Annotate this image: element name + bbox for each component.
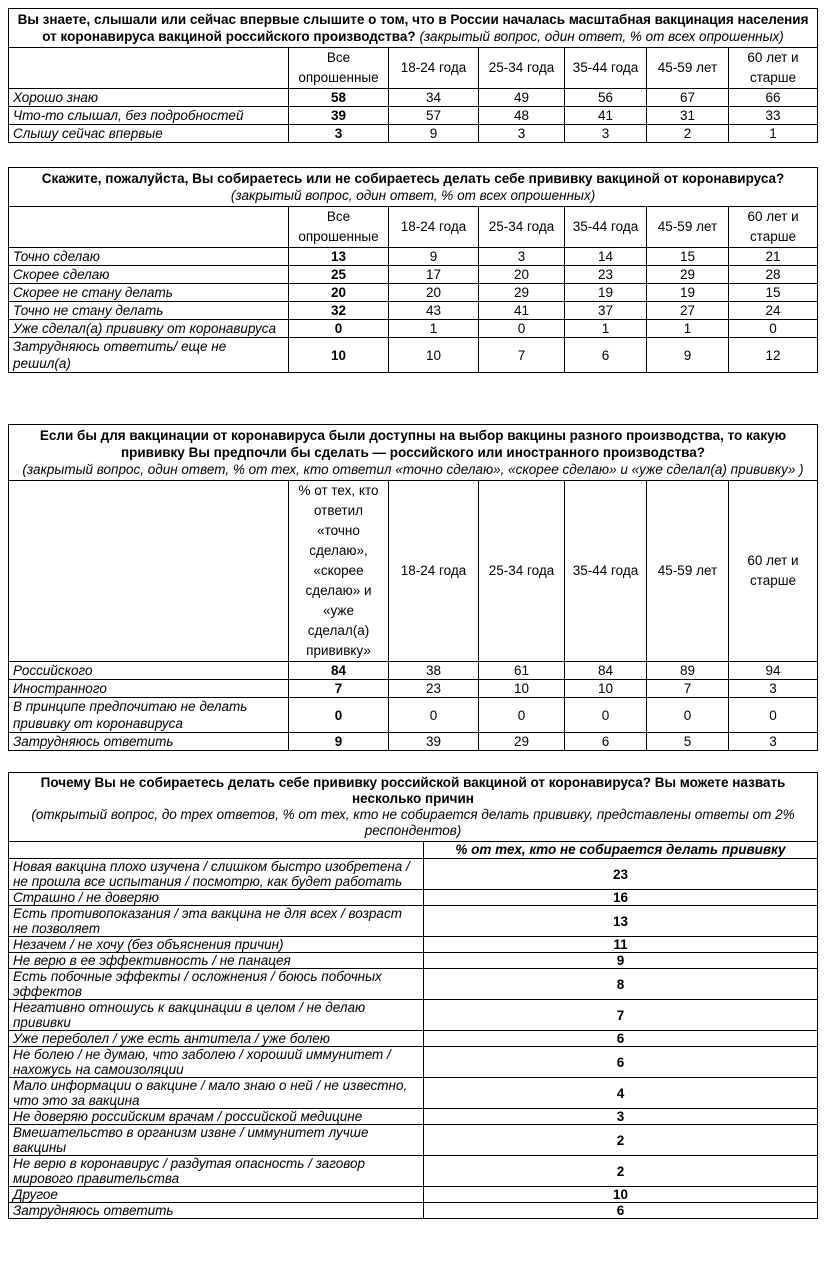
question-header xyxy=(9,168,818,207)
value-cell: 11 xyxy=(424,937,818,953)
table-row xyxy=(9,248,818,266)
row-label: Иностранного xyxy=(9,680,289,698)
column-header-age: 45-59 лет xyxy=(647,48,729,89)
row-label: Мало информации о вакцине / мало знаю о ней / не известно, что это за вакцина xyxy=(9,1078,424,1109)
table-vaccine-origin-preference xyxy=(8,424,818,751)
value-cell: 8 xyxy=(424,969,818,1000)
row-label: Не верю в коронавирус / раздутая опасность / заговор мирового правительства xyxy=(9,1156,424,1187)
value-cell: 0 xyxy=(565,698,647,733)
table-row xyxy=(9,1047,818,1078)
value-cell: 31 xyxy=(647,107,729,125)
row-label: Есть побочные эффекты / осложнения / боюсь побочных эффектов xyxy=(9,969,424,1000)
row-label: Точно сделаю xyxy=(9,248,289,266)
total-cell: 3 xyxy=(289,125,389,143)
table-row xyxy=(9,125,818,143)
column-header-age: 18-24 года xyxy=(389,481,479,662)
total-cell: 7 xyxy=(289,680,389,698)
value-cell: 89 xyxy=(647,662,729,680)
row-label: Точно не стану делать xyxy=(9,302,289,320)
value-cell: 34 xyxy=(389,89,479,107)
value-cell: 21 xyxy=(729,248,818,266)
value-cell: 15 xyxy=(647,248,729,266)
value-cell: 0 xyxy=(479,698,565,733)
value-cell: 1 xyxy=(729,125,818,143)
value-cell: 4 xyxy=(424,1078,818,1109)
total-cell: 58 xyxy=(289,89,389,107)
value-cell: 3 xyxy=(424,1109,818,1125)
value-cell: 28 xyxy=(729,266,818,284)
value-cell: 41 xyxy=(565,107,647,125)
row-label: Вмешательство в организм извне / иммунитет лучше вакцины xyxy=(9,1125,424,1156)
value-cell: 29 xyxy=(479,733,565,751)
value-cell: 43 xyxy=(389,302,479,320)
value-cell: 17 xyxy=(389,266,479,284)
value-cell: 19 xyxy=(565,284,647,302)
total-cell: 25 xyxy=(289,266,389,284)
question-text: Если бы для вакцинации от коронавируса были доступны на выбор вакцины разного производства, то какую прививку Вы предпочли бы сделать — российского или иностранного производства? xyxy=(39,428,787,460)
column-header-age: 18-24 года xyxy=(389,207,479,248)
column-header-age: 35-44 года xyxy=(565,207,647,248)
value-cell: 9 xyxy=(389,248,479,266)
table-row xyxy=(9,1125,818,1156)
value-cell: 37 xyxy=(565,302,647,320)
column-header-total: Все опрошенные xyxy=(289,207,389,248)
table-row xyxy=(9,662,818,680)
value-cell: 23 xyxy=(424,859,818,890)
column-header-age: 25-34 года xyxy=(479,481,565,662)
table-row xyxy=(9,953,818,969)
column-header-age: 25-34 года xyxy=(479,48,565,89)
table-row xyxy=(9,1156,818,1187)
table-row xyxy=(9,733,818,751)
table-row xyxy=(9,1031,818,1047)
empty-header-cell xyxy=(9,207,289,248)
value-cell: 56 xyxy=(565,89,647,107)
empty-header-cell xyxy=(9,842,424,859)
value-cell: 7 xyxy=(647,680,729,698)
value-cell: 66 xyxy=(729,89,818,107)
column-header-total: % от тех, кто ответил «точно сделаю», «скорее сделаю» и «уже сделал(а) прививку» xyxy=(289,481,389,662)
value-cell: 6 xyxy=(565,733,647,751)
total-cell: 0 xyxy=(289,698,389,733)
row-label: Хорошо знаю xyxy=(9,89,289,107)
value-cell: 57 xyxy=(389,107,479,125)
value-cell: 24 xyxy=(729,302,818,320)
value-cell: 9 xyxy=(424,953,818,969)
column-header-age: 60 лет и старше xyxy=(729,207,818,248)
value-cell: 1 xyxy=(565,320,647,338)
value-cell: 10 xyxy=(565,680,647,698)
value-cell: 7 xyxy=(479,338,565,373)
column-header-age: 35-44 года xyxy=(565,481,647,662)
value-cell: 19 xyxy=(647,284,729,302)
column-header-age: 18-24 года xyxy=(389,48,479,89)
question-note: (закрытый вопрос, один ответ, % от тех, кто ответил «точно сделаю», «скорее сделаю» и «уже сделал(а) прививку» ) xyxy=(22,462,804,477)
column-header-age: 45-59 лет xyxy=(647,481,729,662)
column-header-age: 25-34 года xyxy=(479,207,565,248)
column-header-total: Все опрошенные xyxy=(289,48,389,89)
value-cell: 0 xyxy=(729,698,818,733)
value-cell: 84 xyxy=(565,662,647,680)
row-label: Скорее сделаю xyxy=(9,266,289,284)
table-row xyxy=(9,284,818,302)
table-row xyxy=(9,1203,818,1219)
total-cell: 39 xyxy=(289,107,389,125)
value-cell: 2 xyxy=(424,1125,818,1156)
value-cell: 67 xyxy=(647,89,729,107)
table-row xyxy=(9,969,818,1000)
value-cell: 9 xyxy=(389,125,479,143)
question-text: Вы знаете, слышали или сейчас впервые слышите о том, что в России началась масштабная вакцинация населения от коронавируса вакциной российского производства? xyxy=(17,12,809,44)
table-row xyxy=(9,107,818,125)
row-label: Скорее не стану делать xyxy=(9,284,289,302)
row-label: Затрудняюсь ответить xyxy=(9,1203,424,1219)
value-cell: 12 xyxy=(729,338,818,373)
value-cell: 49 xyxy=(479,89,565,107)
value-cell: 3 xyxy=(565,125,647,143)
value-cell: 15 xyxy=(729,284,818,302)
table-awareness xyxy=(8,8,818,143)
row-label: Не доверяю российским врачам / российской медицине xyxy=(9,1109,424,1125)
value-cell: 6 xyxy=(424,1203,818,1219)
value-cell: 0 xyxy=(729,320,818,338)
value-cell: 33 xyxy=(729,107,818,125)
row-label: Затрудняюсь ответить/ еще не решил(а) xyxy=(9,338,289,373)
row-label: Не верю в ее эффективность / не панацея xyxy=(9,953,424,969)
value-cell: 6 xyxy=(424,1031,818,1047)
value-cell: 23 xyxy=(565,266,647,284)
empty-header-cell xyxy=(9,48,289,89)
row-label: Новая вакцина плохо изучена / слишком быстро изобретена / не прошла все испытания / посмотрю, как будет работать xyxy=(9,859,424,890)
table-row xyxy=(9,1187,818,1203)
value-cell: 20 xyxy=(479,266,565,284)
table-row xyxy=(9,1000,818,1031)
question-note: (закрытый вопрос, один ответ, % от всех опрошенных) xyxy=(419,29,784,44)
row-label: Негативно отношусь к вакцинации в целом / не делаю прививки xyxy=(9,1000,424,1031)
table-row xyxy=(9,698,818,733)
value-cell: 7 xyxy=(424,1000,818,1031)
value-cell: 3 xyxy=(479,248,565,266)
total-cell: 20 xyxy=(289,284,389,302)
value-cell: 6 xyxy=(565,338,647,373)
table-row xyxy=(9,320,818,338)
value-cell: 10 xyxy=(424,1187,818,1203)
row-label: Не болею / не думаю, что заболею / хороший иммунитет / нахожусь на самоизоляции xyxy=(9,1047,424,1078)
value-cell: 2 xyxy=(647,125,729,143)
value-cell: 29 xyxy=(479,284,565,302)
value-cell: 0 xyxy=(479,320,565,338)
table-refusal-reasons xyxy=(8,772,818,1219)
table-row xyxy=(9,680,818,698)
table-row xyxy=(9,1109,818,1125)
row-label: Уже переболел / уже есть антитела / уже болею xyxy=(9,1031,424,1047)
value-cell: 41 xyxy=(479,302,565,320)
column-header-age: 60 лет и старше xyxy=(729,481,818,662)
value-cell: 94 xyxy=(729,662,818,680)
value-cell: 48 xyxy=(479,107,565,125)
question-header xyxy=(9,425,818,481)
value-cell: 2 xyxy=(424,1156,818,1187)
column-header-age: 35-44 года xyxy=(565,48,647,89)
table-row xyxy=(9,890,818,906)
question-text: Почему Вы не собираетесь делать себе прививку российской вакциной от коронавируса? Вы можете назвать несколько причин xyxy=(40,775,786,806)
value-cell: 10 xyxy=(389,338,479,373)
value-cell: 61 xyxy=(479,662,565,680)
table-row xyxy=(9,89,818,107)
table-row xyxy=(9,937,818,953)
table-row xyxy=(9,1078,818,1109)
row-label: Затрудняюсь ответить xyxy=(9,733,289,751)
row-label: Есть противопоказания / эта вакцина не для всех / возраст не позволяет xyxy=(9,906,424,937)
row-label: Что-то слышал, без подробностей xyxy=(9,107,289,125)
row-label: Другое xyxy=(9,1187,424,1203)
value-cell: 6 xyxy=(424,1047,818,1078)
table-row xyxy=(9,906,818,937)
total-cell: 84 xyxy=(289,662,389,680)
value-cell: 39 xyxy=(389,733,479,751)
value-cell: 13 xyxy=(424,906,818,937)
total-cell: 9 xyxy=(289,733,389,751)
value-cell: 5 xyxy=(647,733,729,751)
question-note: (открытый вопрос, до трех ответов, % от тех, кто не собирается делать прививку, представлены ответы от 2% респондентов) xyxy=(31,807,795,838)
value-cell: 23 xyxy=(389,680,479,698)
table-row xyxy=(9,338,818,373)
total-cell: 13 xyxy=(289,248,389,266)
table-row xyxy=(9,266,818,284)
value-cell: 3 xyxy=(729,733,818,751)
row-label: В принципе предпочитаю не делать прививку от коронавируса xyxy=(9,698,289,733)
value-cell: 1 xyxy=(647,320,729,338)
row-label: Уже сделал(а) прививку от коронавируса xyxy=(9,320,289,338)
value-cell: 16 xyxy=(424,890,818,906)
value-cell: 29 xyxy=(647,266,729,284)
total-cell: 32 xyxy=(289,302,389,320)
table-vaccination-intent xyxy=(8,167,818,373)
value-cell: 1 xyxy=(389,320,479,338)
table-row xyxy=(9,302,818,320)
value-cell: 0 xyxy=(647,698,729,733)
value-cell: 20 xyxy=(389,284,479,302)
question-text: Скажите, пожалуйста, Вы собираетесь или не собираетесь делать себе прививку вакциной от коронавируса? xyxy=(41,171,785,186)
row-label: Страшно / не доверяю xyxy=(9,890,424,906)
value-cell: 3 xyxy=(729,680,818,698)
question-header xyxy=(9,9,818,48)
column-header-age: 60 лет и старше xyxy=(729,48,818,89)
question-header xyxy=(9,773,818,842)
total-cell: 0 xyxy=(289,320,389,338)
row-label: Российского xyxy=(9,662,289,680)
row-label: Слышу сейчас впервые xyxy=(9,125,289,143)
row-label: Незачем / не хочу (без объяснения причин) xyxy=(9,937,424,953)
column-header-share: % от тех, кто не собирается делать прививку xyxy=(424,842,818,859)
question-note: (закрытый вопрос, один ответ, % от всех опрошенных) xyxy=(230,188,596,203)
column-header-age: 45-59 лет xyxy=(647,207,729,248)
value-cell: 38 xyxy=(389,662,479,680)
total-cell: 10 xyxy=(289,338,389,373)
table-row xyxy=(9,859,818,890)
value-cell: 14 xyxy=(565,248,647,266)
value-cell: 3 xyxy=(479,125,565,143)
value-cell: 10 xyxy=(479,680,565,698)
value-cell: 9 xyxy=(647,338,729,373)
empty-header-cell xyxy=(9,481,289,662)
value-cell: 27 xyxy=(647,302,729,320)
value-cell: 0 xyxy=(389,698,479,733)
